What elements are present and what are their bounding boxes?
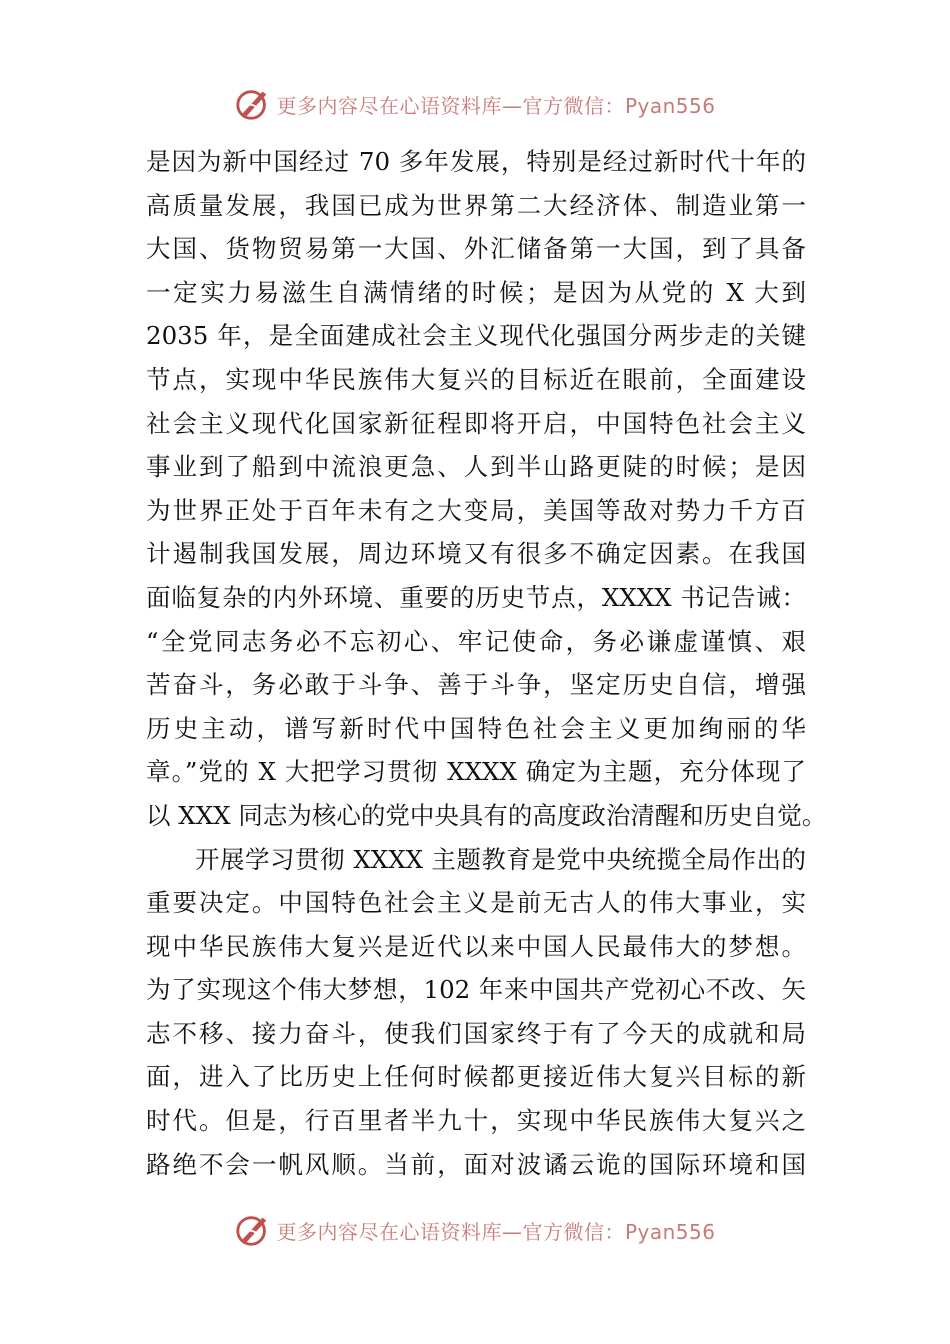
paragraph-2 bbox=[146, 838, 806, 1187]
text-line: 事业到了船到中流浪更急、人到半山路更陡的时候；是因 bbox=[146, 452, 806, 482]
text-line: 重要决定。中国特色社会主义是前无古人的伟大事业，实 bbox=[146, 888, 806, 918]
text-line: 时代。但是，行百里者半九十，实现中华民族伟大复兴之 bbox=[146, 1106, 806, 1136]
text-line: “全党同志务必不忘初心、牢记使命，务必谦虚谨慎、艰 bbox=[146, 626, 806, 656]
text-line: 计遏制我国发展，周边环境又有很多不确定因素。在我国 bbox=[146, 539, 806, 569]
text-line: 是因为新中国经过 70 多年发展，特别是经过新时代十年的 bbox=[146, 147, 806, 176]
header-watermark bbox=[0, 84, 950, 124]
text-line: 面临复杂的内外环境、重要的历史节点，XXXX 书记告诫： bbox=[146, 582, 806, 612]
text-line: 一定实力易滋生自满情绪的时候；是因为从党的 X 大到 bbox=[146, 277, 806, 307]
pen-logo-icon bbox=[234, 85, 272, 123]
text-line: 开展学习贯彻 XXXX 主题教育是党中央统揽全局作出的 bbox=[195, 844, 806, 874]
text-line: 2035 年，是全面建成社会主义现代化强国分两步走的关键 bbox=[146, 321, 806, 351]
text-line: 章。”党的 X 大把学习贯彻 XXXX 确定为主题，充分体现了 bbox=[146, 757, 806, 787]
text-line: 志不移、接力奋斗，使我们国家终于有了今天的成就和局 bbox=[146, 1018, 806, 1048]
text-line: 现中华民族伟大复兴是近代以来中国人民最伟大的梦想。 bbox=[146, 931, 806, 961]
text-line: 苦奋斗，务必敢于斗争、善于斗争，坚定历史自信，增强 bbox=[146, 670, 806, 700]
paragraph-1 bbox=[146, 140, 827, 838]
text-line: 社会主义现代化国家新征程即将开启，中国特色社会主义 bbox=[146, 408, 806, 438]
text-line: 为世界正处于百年未有之大变局，美国等敌对势力千方百 bbox=[146, 495, 806, 525]
text-line: 节点，实现中华民族伟大复兴的目标近在眼前，全面建设 bbox=[146, 364, 806, 394]
text-line: 高质量发展，我国已成为世界第二大经济体、制造业第一 bbox=[146, 190, 806, 220]
footer-watermark bbox=[0, 1210, 950, 1250]
text-line: 面，进入了比历史上任何时候都更接近伟大复兴目标的新 bbox=[146, 1062, 806, 1092]
watermark-text: 更多内容尽在心语资料库—官方微信：Pyan556 bbox=[276, 93, 716, 118]
text-line: 大国、货物贸易第一大国、外汇储备第一大国，到了具备 bbox=[146, 234, 806, 264]
pen-logo-icon bbox=[234, 1211, 272, 1249]
text-line: 为了实现这个伟大梦想，102 年来中国共产党初心不改、矢 bbox=[146, 975, 806, 1005]
text-line: 以 XXX 同志为核心的党中央具有的高度政治清醒和历史自觉。 bbox=[146, 800, 827, 830]
watermark-text: 更多内容尽在心语资料库—官方微信：Pyan556 bbox=[276, 1219, 716, 1244]
text-line: 历史主动，谱写新时代中国特色社会主义更加绚丽的华 bbox=[146, 713, 806, 743]
text-line: 路绝不会一帆风顺。当前，面对波谲云诡的国际环境和国 bbox=[146, 1149, 806, 1179]
document-body bbox=[146, 140, 827, 1186]
